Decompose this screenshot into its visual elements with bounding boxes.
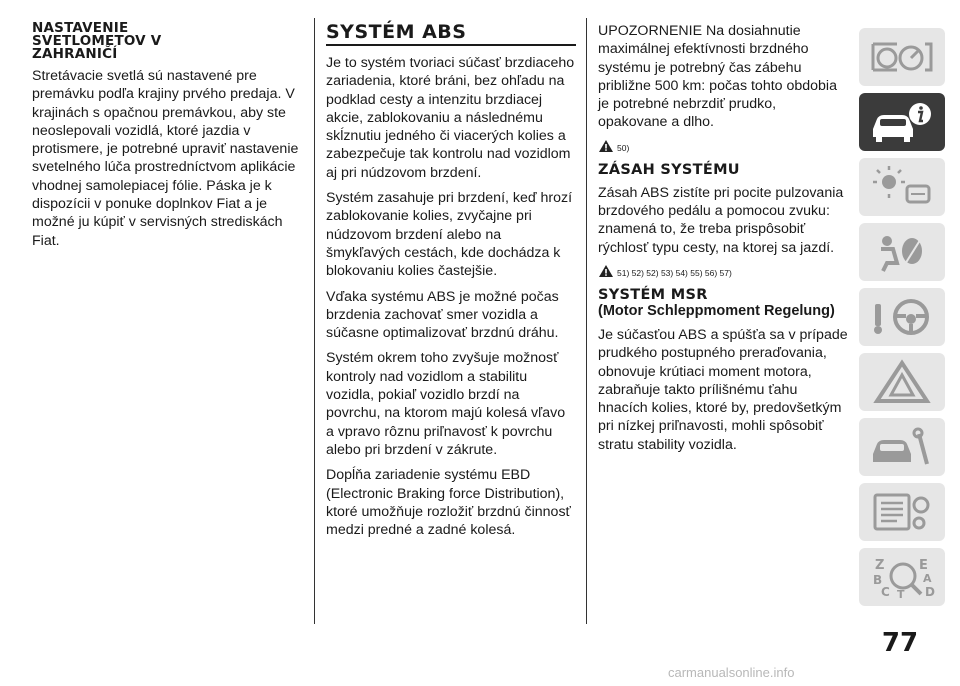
note-reference: 50) (617, 142, 630, 153)
steering-wheel-icon (867, 294, 937, 340)
index-letter-e: E (919, 558, 928, 573)
abs-paragraph-1: Je to systém tvoriaci súčasť brzdiaceho zariadenia, ktoré bráni, bez ohľadu na podklad cesty a intenzitu brzdiacej akcie, zablokovaniu a následnému skĺznutiu jedného či viacerých kolies a zabezpečuje tak kontrolu nad vozidlom aj pri núdzovom brzdení. (326, 55, 575, 181)
msr-paragraph: Je súčasťou ABS a spúšťa sa v prípade prudkého postupného preraďovania, obnovuje krútiaci moment motora, zabraňuje takto prílišnému ťahu hnacích kolies, ktoré by, predovšetkým pri nízkej priľnavosti, mohli spôsobiť stratu stability vozidla. (598, 326, 848, 453)
watermark-text: carmanualsonline.info (668, 665, 795, 680)
index-letter-z: Z (875, 558, 885, 573)
intervention-paragraph: Zásah ABS zistíte pri pocite pulzovania brzdového pedálu a pomocou zvuku: znamená to, že treba prispôsobiť rýchlosť typu cesty, na ktorej sa jazdí. (598, 184, 844, 256)
page-number: 77 (881, 628, 919, 658)
msr-heading: SYSTÉM MSR (598, 286, 708, 303)
abs-paragraph-4: Systém okrem toho zvyšuje možnosť kontroly nad vozidlom a stabilitu vozidla, pokiaľ vozidlo brzdí na povrchu, na ktorom majú kolesá vľavo a vpravo rôznu priľnavosť k povrchu alebo pri brzdení v zákrute. (326, 350, 566, 458)
column-divider (314, 18, 315, 624)
chapter-sidebar (859, 28, 945, 613)
intervention-heading: ZÁSAH SYSTÉMU (598, 161, 740, 178)
column-abs-system (326, 22, 576, 546)
tab-index[interactable] (859, 548, 945, 606)
car-info-icon (867, 99, 937, 145)
dashboard-icon (867, 34, 937, 80)
abs-paragraph-5: Dopĺňa zariadenie systému EBD (Electronic Braking force Distribution), ktoré umožňuje rozložiť brzdnú činnosť medzi predné a zadné kolesá. (326, 467, 571, 539)
column-abs-intervention (598, 22, 848, 461)
index-letter-d: D (925, 585, 935, 599)
warning-triangle-icon (867, 359, 937, 405)
service-tools-icon (867, 424, 937, 470)
tab-lights[interactable] (859, 158, 945, 216)
tab-emergency[interactable] (859, 353, 945, 411)
warning-triangle-icon (598, 139, 614, 153)
index-letter-b: B (873, 573, 883, 587)
tab-car-info[interactable] (859, 93, 945, 151)
headlight-paragraph: Stretávacie svetlá sú nastavené pre premávku podľa krajiny prvého predaja. V krajinách s opačnou premávkou, aby ste neoslepovali vozidlá, ktoré jazdia v protismere, je potrebné upraviť nastavenie svetelného lúča prostredníctvom aplikácie vhodnej samolepiacej fólie. Páska je k dispozícii v ponuke doplnkov Fiat a je možné ju kúpiť v servisných strediskách Fiat. (32, 68, 299, 249)
index-letter-t: T (897, 588, 905, 600)
headlight-heading: NASTAVENIE SVETLOMETOV V ZAHRANIČÍ (32, 20, 162, 62)
abs-paragraph-2: Systém zasahuje pri brzdení, keď hrozí zablokovanie kolies, zvyčajne pri núdzovom brzdení alebo na šmykľavých cestách, kde dochádza k blokovaniu kolies častejšie. (326, 190, 573, 280)
index-letter-a: A (923, 572, 932, 585)
tab-airbag[interactable] (859, 223, 945, 281)
abs-paragraph-3: Vďaka systému ABS je možné počas brzdenia zachovať smer vozidla a súčasne optimalizovať brzdnú dráhu. (326, 288, 559, 342)
index-letter-c: C (881, 585, 890, 599)
tab-specifications[interactable] (859, 483, 945, 541)
tab-dashboard[interactable] (859, 28, 945, 86)
specifications-icon (867, 489, 937, 535)
intervention-note (598, 264, 848, 278)
airbag-icon (867, 229, 937, 275)
lights-icon (867, 164, 937, 210)
column-headlight-adjustment (32, 22, 300, 257)
warning-paragraph: UPOZORNENIE Na dosiahnutie maximálnej efektívnosti brzdného systému je potrebný čas zábehu približne 500 km: počas tohto obdobia je potrebné nebrzdiť prudko, opakovane a dlho. (598, 23, 837, 131)
warning-triangle-icon (598, 264, 614, 278)
msr-subheading: (Motor Schleppmoment Regelung) (598, 302, 835, 319)
index-icon (867, 554, 937, 600)
tab-starting-driving[interactable] (859, 288, 945, 346)
abs-heading: SYSTÉM ABS (326, 21, 467, 43)
warning-note (598, 139, 848, 153)
note-reference: 51) 52) 52) 53) 54) 55) 56) 57) (617, 267, 732, 278)
tab-maintenance[interactable] (859, 418, 945, 476)
column-divider (586, 18, 587, 624)
heading-rule (326, 44, 576, 46)
